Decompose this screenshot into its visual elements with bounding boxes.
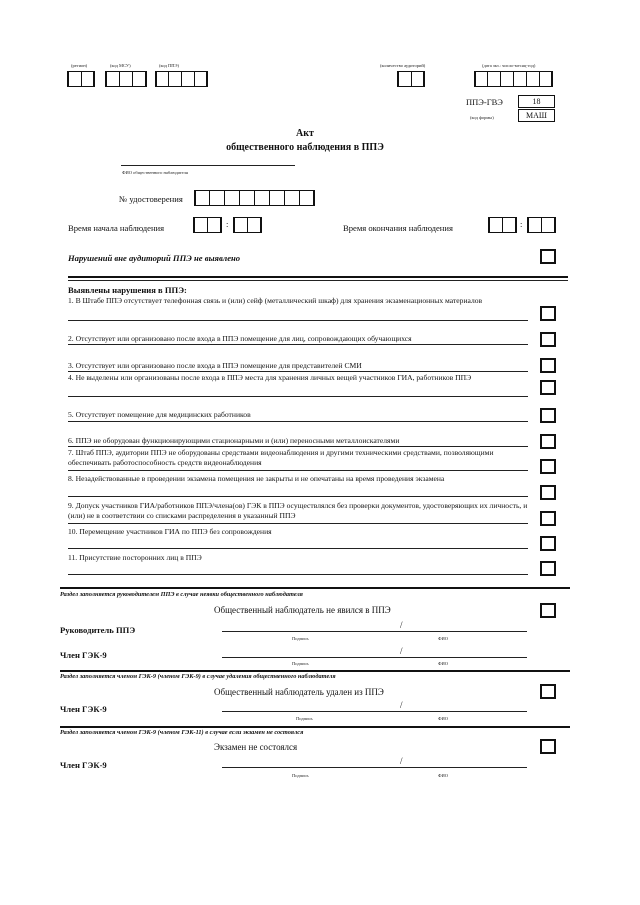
form-code: ППЭ-ГВЭ [466,97,503,107]
signature-line[interactable] [222,631,527,632]
observer-absent-checkbox[interactable] [540,603,556,618]
item-underline [68,396,528,397]
fio-label: ФИО [438,636,449,641]
item-underline [68,523,528,524]
violation-checkbox-3[interactable] [540,358,556,373]
violations-heading: Выявлены нарушения в ППЭ: [68,285,187,295]
violation-item-2: 2. Отсутствует или организовано после входа в ППЭ помещение для лиц, сопровождающих обучающихся [68,334,412,343]
item-underline [68,496,528,497]
section3-note: Раздел заполняется членом ГЭК-9 (членом ГЭК-11) в случае если экзамен не состоялся [60,729,304,736]
signature-label: Подпись [292,773,309,778]
date-field[interactable] [474,71,558,87]
divider [60,726,570,728]
signature-label: Подпись [292,636,309,641]
signature-slash: / [400,620,403,630]
violation-item-3: 3. Отсутствует или организовано после входа в ППЭ помещение для представителей СМИ [68,361,362,370]
item-underline [68,574,528,575]
section2-role: Член ГЭК-9 [60,704,107,714]
violation-item-5: 5. Отсутствует помещение для медицинских работников [68,410,251,419]
violation-checkbox-2[interactable] [540,332,556,347]
end-time-label: Время окончания наблюдения [343,223,453,233]
end-time-separator: : [520,219,523,229]
violation-checkbox-1[interactable] [540,306,556,321]
item-underline [68,548,528,549]
ppe-field[interactable] [155,71,209,87]
violation-item-4: 4. Не выделены или организованы после входа в ППЭ места для хранения личных вещей участников ГИА, работников ППЭ [68,373,472,382]
divider [68,276,568,278]
msu-field[interactable] [105,71,147,87]
id-label: № удостоверения [119,194,183,204]
violation-item-7: 7. Штаб ППЭ, аудитории ППЭ не оборудованы средствами видеонаблюдения и другими техническими средствами, позволяющими обеспечивать работоспособность средств видеонаблюдения [68,448,494,467]
msu-label: (код МСУ) [110,63,131,68]
signature-label: Подпись [296,716,313,721]
exam-cancelled-checkbox[interactable] [540,739,556,754]
observer-fio-label: ФИО общественного наблюдателя [122,170,188,175]
fio-label: ФИО [438,773,449,778]
form-variant: МАШ [518,109,555,122]
section1-note: Раздел заполняется руководителем ППЭ в случае неявки общественного наблюдателя [60,591,303,598]
divider [60,587,570,589]
section3-statement: Экзамен не состоялся [214,742,298,752]
signature-slash: / [400,756,403,766]
signature-line[interactable] [222,767,527,768]
section3-role: Член ГЭК-9 [60,760,107,770]
violation-item-6: 6. ППЭ не оборудован функционирующими стационарными и (или) переносными металлоискателями [68,436,400,445]
observer-fio-line[interactable] [121,165,295,166]
section1-role2: Член ГЭК-9 [60,650,107,660]
date-label: (дата экз.: число-месяц-год) [482,63,536,68]
region-field[interactable] [67,71,95,87]
page-title: Акт [296,128,314,139]
signature-line[interactable] [222,711,527,712]
end-hours-field[interactable] [488,217,517,233]
start-time-label: Время начала наблюдения [68,223,165,233]
item-underline [68,470,528,471]
divider [60,670,570,672]
violation-item-1: 1. В Штабе ППЭ отсутствует телефонная связь и (или) сейф (металлический шкаф) для хранения экзаменационных материалов [68,296,483,305]
id-field[interactable] [194,190,324,206]
signature-label: Подпись [292,661,309,666]
auditoriums-field[interactable] [397,71,425,87]
form-code-label: (код формы) [470,115,494,120]
violation-checkbox-6[interactable] [540,434,556,449]
section1-statement: Общественный наблюдатель не явился в ППЭ [214,605,391,615]
start-minutes-field[interactable] [233,217,262,233]
region-label: (регион) [71,63,88,68]
item-underline [68,344,528,345]
item-underline [68,371,528,372]
start-hours-field[interactable] [193,217,222,233]
violation-checkbox-9[interactable] [540,511,556,526]
divider [68,280,568,281]
start-time-separator: : [226,219,229,229]
section2-note: Раздел заполняется членом ГЭК-9 (членом ГЭК-9) в случае удаления общественного наблюдателя [60,673,336,680]
page-subtitle: общественного наблюдения в ППЭ [226,142,384,153]
section1-role1: Руководитель ППЭ [60,625,136,635]
violation-checkbox-10[interactable] [540,536,556,551]
violation-checkbox-4[interactable] [540,380,556,395]
violation-item-11: 11. Присутствие посторонних лиц в ППЭ [68,553,202,562]
no-violations-label: Нарушений вне аудиторий ППЭ не выявлено [68,253,241,263]
fio-label: ФИО [438,716,449,721]
violation-checkbox-7[interactable] [540,459,556,474]
violation-item-10: 10. Перемещение участников ГИА по ППЭ без сопровождения [68,527,272,536]
violation-item-9: 9. Допуск участников ГИА/работников ППЭ/члена(ов) ГЭК в ППЭ осуществлялся без проверки документов, удостоверяющих их личность, и (или) не в соответствии со списками распределения в указанный ППЭ [68,501,528,520]
observer-removed-checkbox[interactable] [540,684,556,699]
no-violations-checkbox[interactable] [540,249,556,264]
violation-checkbox-11[interactable] [540,561,556,576]
violation-checkbox-8[interactable] [540,485,556,500]
form-number: 18 [518,95,555,108]
item-underline [68,446,528,447]
signature-slash: / [400,700,403,710]
item-underline [68,421,528,422]
end-minutes-field[interactable] [527,217,556,233]
section2-statement: Общественный наблюдатель удален из ППЭ [214,687,384,697]
violation-checkbox-5[interactable] [540,408,556,423]
auditoriums-label: (количество аудиторий) [380,63,426,68]
fio-label: ФИО [438,661,449,666]
item-underline [68,320,528,321]
ppe-label: (код ППЭ) [159,63,179,68]
signature-slash: / [400,646,403,656]
signature-line[interactable] [222,657,527,658]
violation-item-8: 8. Незадействованные в проведении экзамена помещения не закрыты и не опечатаны на время проведения экзамена [68,474,445,483]
